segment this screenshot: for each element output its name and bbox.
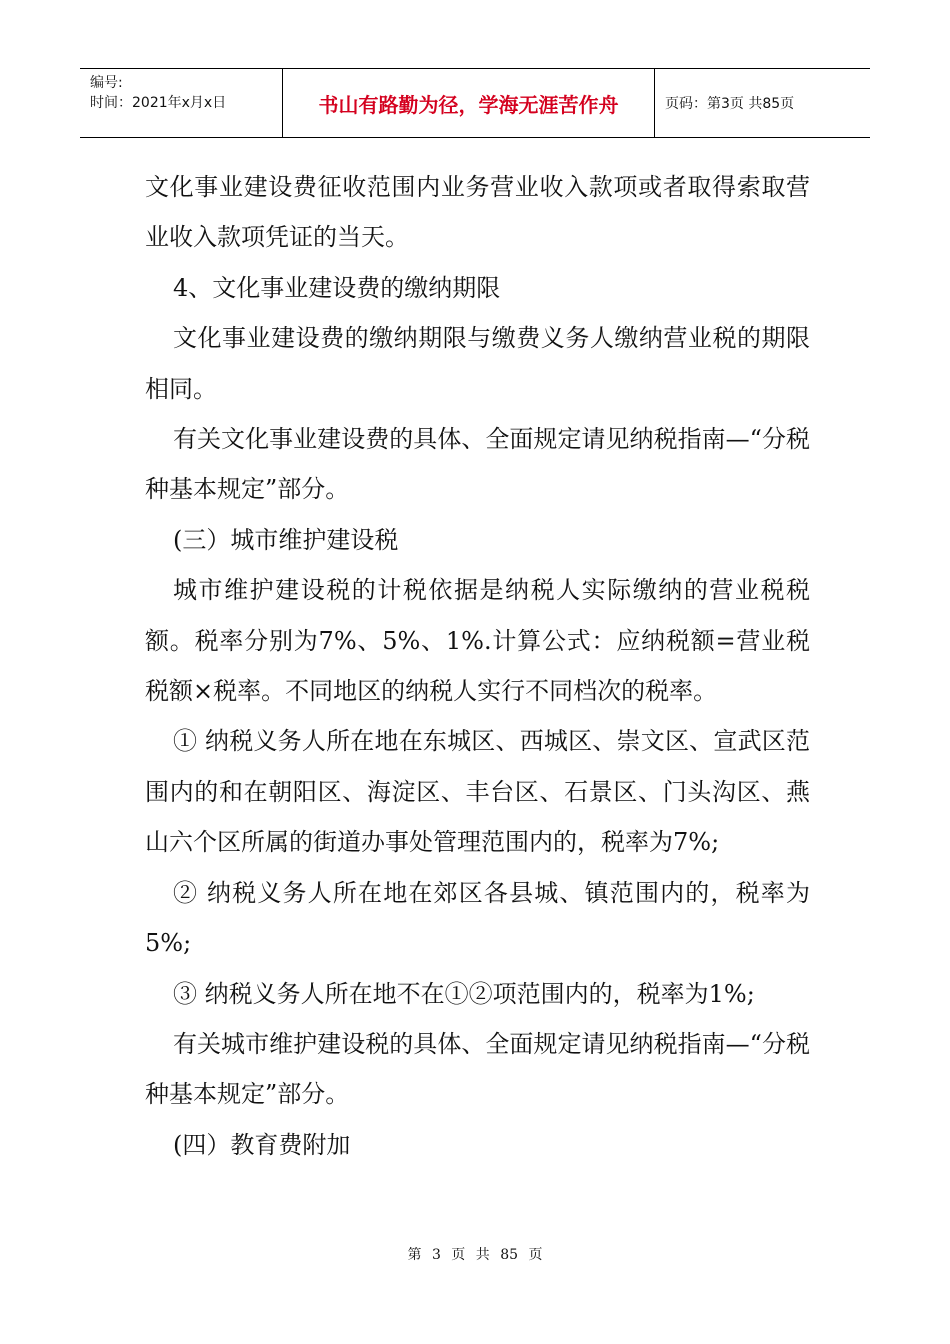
body-paragraph: 城市维护建设税的计税依据是纳税人实际缴纳的营业税税额。税率分别为7%、5%、1%.计算公式：应纳税额=营业税税额×税率。不同地区的纳税人实行不同档次的税率。 bbox=[145, 576, 810, 706]
page-footer: 第 3 页 共 85 页 bbox=[407, 1247, 543, 1263]
body-paragraph: 4、文化事业建设费的缴纳期限 bbox=[173, 273, 501, 302]
body-paragraph: 文化事业建设费征收范围内业务营业收入款项或者取得索取营业收入款项凭证的当天。 bbox=[145, 173, 810, 252]
body-paragraph: 有关文化事业建设费的具体、全面规定请见纳税指南—“分税种基本规定”部分。 bbox=[145, 425, 810, 504]
page-header bbox=[80, 68, 870, 138]
body-paragraph: ② 纳税义务人所在地在郊区各县城、镇范围内的，税率为5%; bbox=[145, 878, 810, 958]
document-number-label: 编号: bbox=[90, 75, 123, 91]
document-time-label: 时间：2021年x月x日 bbox=[90, 95, 227, 111]
body-paragraph: ① 纳税义务人所在地在东城区、西城区、崇文区、宣武区范围内的和在朝阳区、海淀区、丰台区、石景区、门头沟区、燕山六个区所属的街道办事处管理范围内的，税率为7%; bbox=[145, 727, 810, 857]
body-paragraph: 文化事业建设费的缴纳期限与缴费义务人缴纳营业税的期限相同。 bbox=[145, 324, 810, 403]
body-paragraph: ③ 纳税义务人所在地不在①②项范围内的，税率为1%; bbox=[173, 979, 755, 1008]
body-paragraph: (四）教育费附加 bbox=[173, 1130, 351, 1159]
header-page-info: 页码：第3页 共85页 bbox=[665, 96, 795, 112]
body-paragraph: 有关城市维护建设税的具体、全面规定请见纳税指南—“分税种基本规定”部分。 bbox=[145, 1029, 810, 1109]
header-meta bbox=[80, 69, 283, 137]
document-body bbox=[145, 162, 810, 1170]
header-motto: 书山有路勤为径，学海无涯苦作舟 bbox=[283, 69, 655, 137]
body-paragraph: (三）城市维护建设税 bbox=[173, 525, 399, 554]
